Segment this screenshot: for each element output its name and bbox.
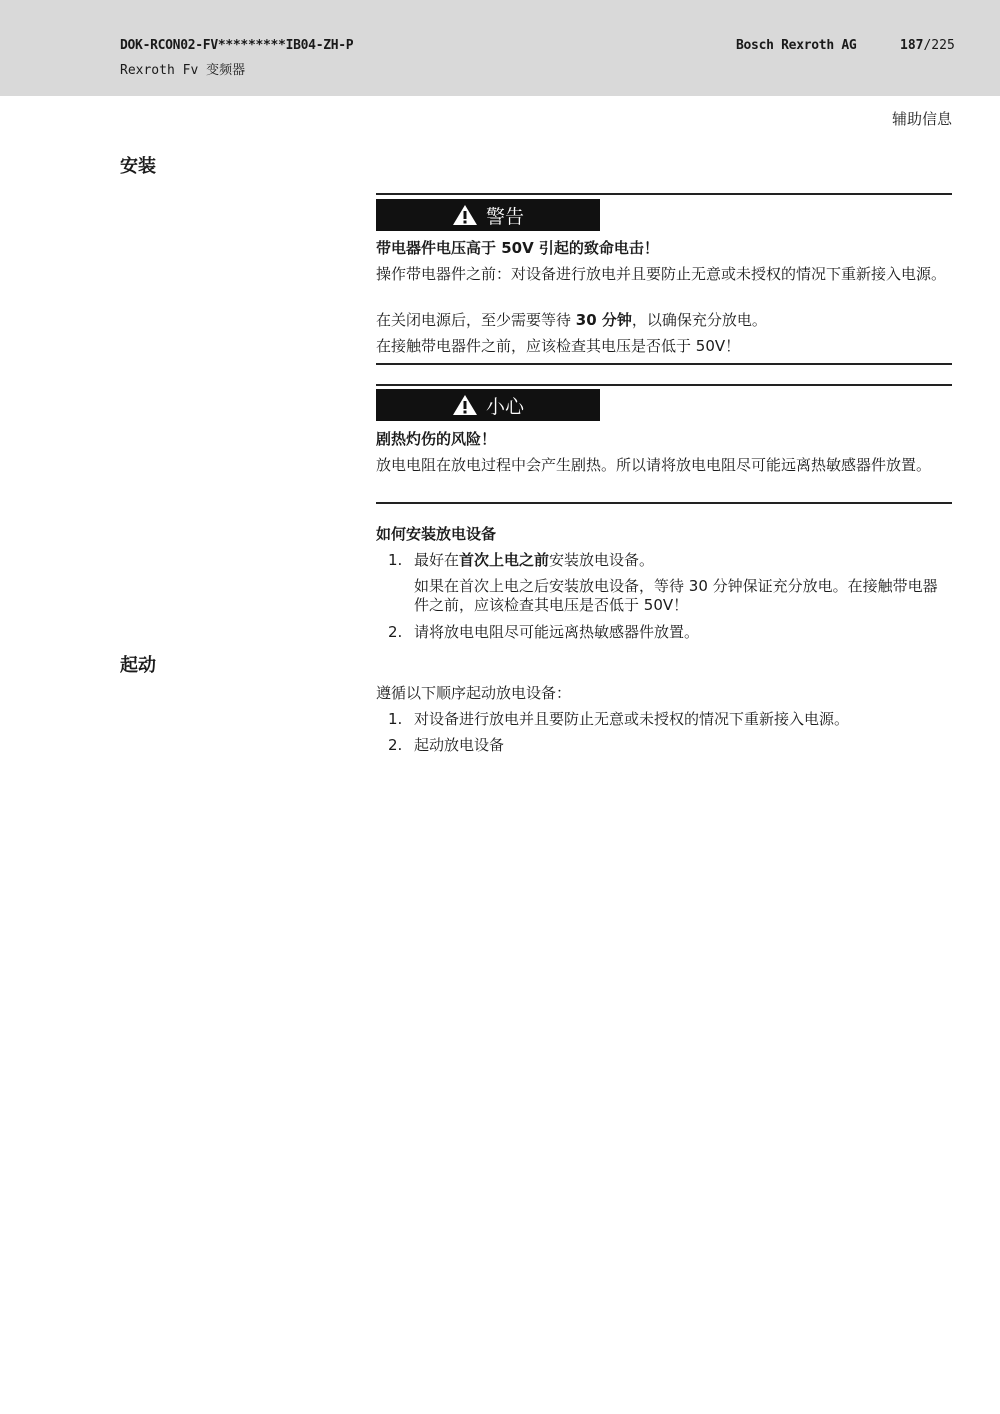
caution-badge-label: 小心 [485, 395, 524, 418]
caution-bottom-rule [376, 502, 952, 504]
warning-p2-emphasis: 30 分钟 [575, 311, 632, 329]
page-total: /225 [923, 38, 955, 53]
startup-item-1: 对设备进行放电并且要防止无意或未授权的情况下重新接入电源。 [414, 710, 850, 728]
caution-badge [376, 389, 600, 421]
warning-title: 带电器件电压高于 50V 引起的致命电击！ [376, 239, 659, 257]
page-number [900, 38, 955, 53]
howto-item-1-note: 如果在首次上电之后安装放电设备，等待 30 分钟保证充分放电。在接触带电器件之前，应该检查其电压是否低于 50V！ [414, 577, 938, 614]
document-id: DOK-RCON02-FV*********IB04-ZH-P [120, 38, 354, 53]
startup-intro: 遵循以下顺序起动放电设备： [376, 684, 572, 702]
warning-badge-label: 警告 [485, 205, 524, 228]
howto-item-2-number: 2. [388, 623, 403, 641]
warning-p2-text-c: ，以确保充分放电。 [631, 311, 767, 329]
section-label: 辅助信息 [891, 110, 952, 128]
howto-title: 如何安装放电设备 [376, 525, 497, 543]
document-subtitle: Rexroth Fv 变频器 [120, 63, 246, 78]
howto-item-1-text-a: 最好在 [414, 551, 460, 569]
install-heading: 安装 [120, 156, 156, 177]
warning-paragraph-2 [376, 311, 952, 330]
warning-p2-text-a: 在关闭电源后，至少需要等待 [376, 311, 576, 329]
startup-item-2: 起动放电设备 [414, 736, 505, 754]
howto-item-2: 请将放电电阻尽可能远离热敏感器件放置。 [414, 623, 700, 641]
warning-paragraph-1: 操作带电器件之前：对设备进行放电并且要防止无意或未授权的情况下重新接入电源。 [376, 265, 947, 283]
howto-item-1-emphasis: 首次上电之前 [459, 551, 550, 569]
warning-bottom-rule [376, 363, 952, 365]
warning-triangle-icon [452, 394, 478, 416]
howto-item-1 [414, 551, 952, 570]
startup-item-1-number: 1. [388, 710, 403, 728]
warning-paragraph-3: 在接触带电器件之前，应该检查其电压是否低于 50V！ [376, 337, 741, 355]
page-header [0, 0, 1000, 96]
startup-heading: 起动 [120, 655, 156, 676]
page-current: 187 [900, 38, 924, 53]
caution-top-rule [376, 384, 952, 386]
startup-item-2-number: 2. [388, 736, 403, 754]
warning-badge [376, 199, 600, 231]
caution-title: 剧热灼伤的风险！ [376, 430, 497, 448]
warning-triangle-icon [452, 204, 478, 226]
caution-paragraph: 放电电阻在放电过程中会产生剧热。所以请将放电电阻尽可能远离热敏感器件放置。 [376, 456, 932, 474]
howto-item-1-text-c: 安装放电设备。 [549, 551, 655, 569]
company-name: Bosch Rexroth AG [736, 38, 857, 53]
warning-top-rule [376, 193, 952, 195]
howto-item-1-number: 1. [388, 551, 403, 569]
